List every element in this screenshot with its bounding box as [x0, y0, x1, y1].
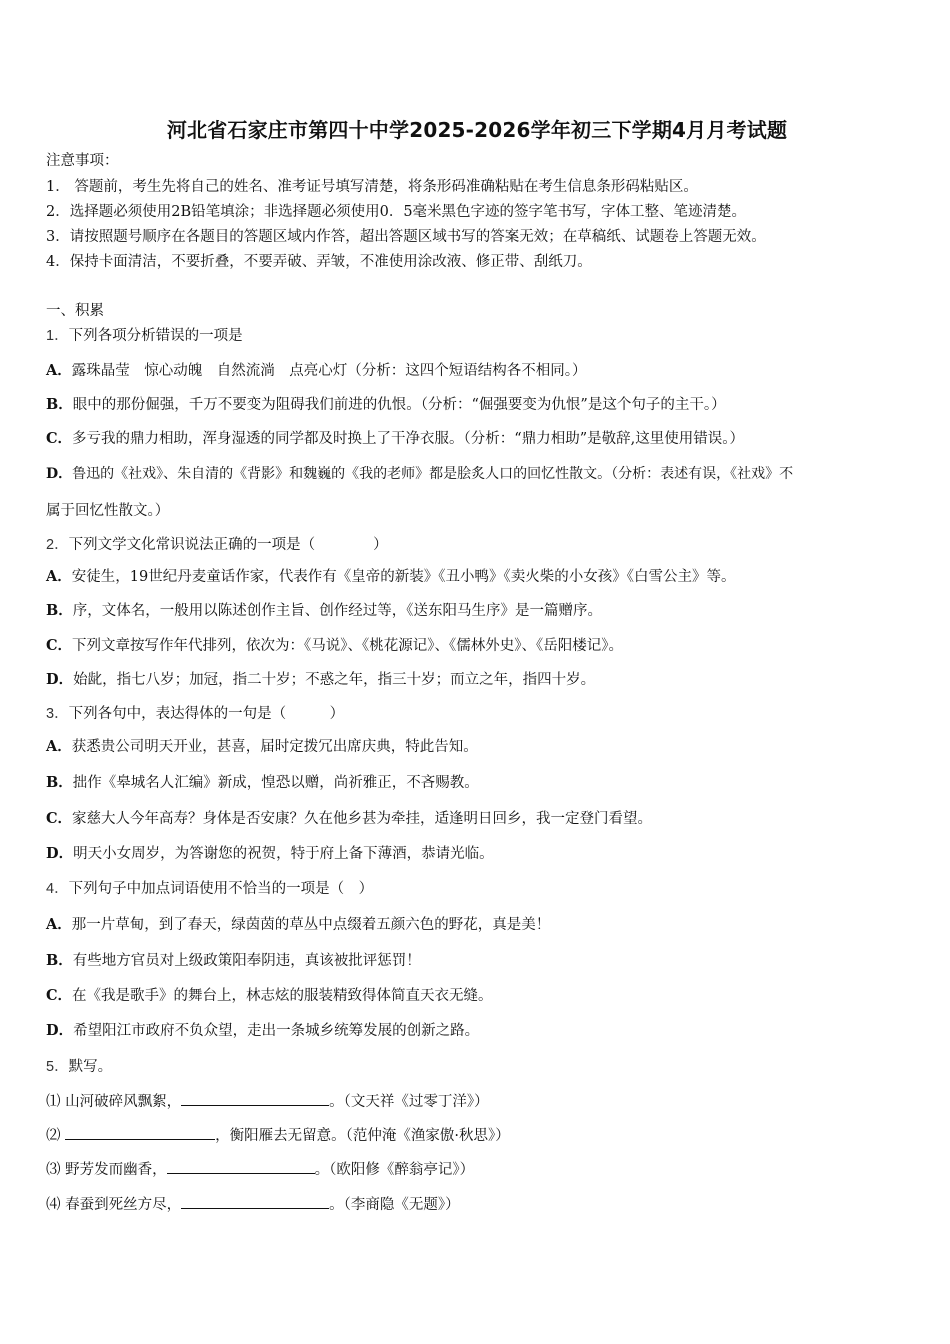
option-label: A．	[46, 568, 72, 585]
option	[46, 395, 726, 415]
fill-before: 春蚕到死丝方尽，	[65, 1197, 182, 1213]
option-text: 家慈大人今年高寿？身体是否安康？久在他乡甚为牵挂，适逢明日回乡，我一定登门看望。	[72, 811, 653, 827]
option	[46, 636, 623, 656]
option-text: 眼中的那份倔强，千万不要变为阻碍我们前进的仇恨。（分析：“倔强要变为仇恨”是这个句子的主干。）	[72, 397, 726, 413]
option	[46, 951, 421, 971]
question-stem	[46, 1057, 112, 1077]
question-number: 4．	[46, 881, 69, 897]
question-number: 3．	[46, 706, 69, 722]
option	[46, 809, 652, 829]
option-label: D．	[46, 1022, 74, 1039]
option	[46, 464, 793, 484]
option-text: 那一片草甸，到了春天，绿茵茵的草丛中点缀着五颜六色的野花，真是美！	[71, 917, 551, 933]
fill-before: 山河破碎风飘絮，	[65, 1094, 182, 1110]
notice-heading: 注意事项：	[46, 153, 119, 169]
option	[46, 1021, 479, 1041]
fill-label: ⑶	[46, 1162, 61, 1178]
question-text: 下列各句中，表达得体的一句是（ ）	[68, 706, 345, 722]
option-text: 鲁迅的《社戏》、朱自清的《背影》和魏巍的《我的老师》都是脍炙人口的回忆性散文。（分析：表述有误，《社戏》不	[72, 466, 794, 482]
option-text: 露珠晶莹 惊心动魄 自然流淌 点亮心灯（分析：这四个短语结构各不相同。）	[71, 363, 587, 379]
option-label: B．	[46, 952, 73, 969]
fill-after: 。（李商隐《无题》）	[329, 1197, 460, 1213]
option-text: 获悉贵公司明天开业，甚喜，届时定拨冗出席庆典，特此告知。	[71, 739, 478, 755]
section-heading: 一、积累	[46, 303, 104, 319]
question-number: 2．	[46, 537, 69, 553]
option-continuation: 属于回忆性散文。）	[46, 503, 170, 519]
fill-label: ⑵	[46, 1128, 61, 1144]
fill-item	[46, 1194, 460, 1215]
option-label: C．	[46, 987, 73, 1004]
question-number: 1．	[46, 328, 69, 344]
option-text: 下列文章按写作年代排列，依次为：《马说》、《桃花源记》、《儒林外史》、《岳阳楼记》。	[72, 638, 624, 654]
option-label: B．	[46, 396, 73, 413]
option-label: C．	[46, 637, 73, 654]
option-text: 安徒生，19世纪丹麦童话作家，代表作有《皇帝的新装》《丑小鸭》《卖火柴的小女孩》《白雪公主》等。	[71, 569, 736, 585]
option	[46, 915, 550, 935]
option-label: D．	[46, 671, 74, 688]
fill-label: ⑴	[46, 1094, 61, 1110]
fill-item	[46, 1159, 474, 1180]
fill-after: ，衡阳雁去无留意。（范仲淹《渔家傲·秋思》）	[215, 1128, 510, 1144]
answer-blank[interactable]	[65, 1125, 215, 1140]
question-stem	[46, 879, 373, 899]
question-text: 下列句子中加点词语使用不恰当的一项是（ ）	[68, 881, 374, 897]
option	[46, 844, 494, 864]
option-label: B．	[46, 774, 73, 791]
option-label: A．	[46, 916, 72, 933]
option	[46, 601, 602, 621]
option-text: 有些地方官员对上级政策阳奉阴违，真该被批评惩罚！	[72, 953, 421, 969]
fill-item	[46, 1125, 510, 1146]
option-label: A．	[46, 738, 72, 755]
option	[46, 567, 735, 587]
answer-blank[interactable]	[181, 1091, 329, 1106]
option	[46, 670, 595, 690]
option	[46, 361, 587, 381]
option-label: C．	[46, 810, 73, 827]
option-text: 始龀，指七八岁；加冠，指二十岁；不惑之年，指三十岁；而立之年，指四十岁。	[73, 672, 596, 688]
option-text: 序，文体名，一般用以陈述创作主旨、创作经过等，《送东阳马生序》是一篇赠序。	[72, 603, 603, 619]
notice-item: 4．保持卡面清洁，不要折叠，不要弄破、弄皱，不准使用涂改液、修正带、刮纸刀。	[46, 254, 592, 270]
notice-item: 2．选择题必须使用2B铅笔填涂；非选择题必须使用0．5毫米黑色字迹的签字笔书写，字体工整、笔迹清楚。	[46, 204, 747, 220]
option-label: D．	[46, 845, 74, 862]
fill-label: ⑷	[46, 1197, 61, 1213]
option-text: 希望阳江市政府不负众望，走出一条城乡统筹发展的创新之路。	[73, 1023, 480, 1039]
option	[46, 986, 493, 1006]
question-text: 下列各项分析错误的一项是	[68, 328, 243, 344]
page-title: 河北省石家庄市第四十中学2025-2026学年初三下学期4月月考试题	[166, 118, 788, 142]
fill-after: 。（文天祥《过零丁洋》）	[329, 1094, 489, 1110]
option-label: B．	[46, 602, 73, 619]
notice-item: 1． 答题前，考生先将自己的姓名、准考证号填写清楚，将条形码准确粘贴在考生信息条形码粘贴区。	[46, 179, 698, 195]
question-number: 5．	[46, 1059, 69, 1075]
option-text: 明天小女周岁，为答谢您的祝贺，特于府上备下薄酒，恭请光临。	[73, 846, 494, 862]
fill-after: 。（欧阳修《醉翁亭记》）	[314, 1162, 475, 1178]
option-text: 多亏我的鼎力相助，浑身湿透的同学都及时换上了干净衣服。（分析：“鼎力相助”是敬辞,这里使用错误。）	[72, 431, 744, 447]
answer-blank[interactable]	[167, 1159, 315, 1174]
option-label: A．	[46, 362, 72, 379]
option	[46, 773, 479, 793]
option-label: C．	[46, 430, 73, 447]
question-stem	[46, 326, 243, 346]
option-text: 在《我是歌手》的舞台上，林志炫的服装精致得体简直天衣无缝。	[72, 988, 493, 1004]
option	[46, 429, 744, 449]
fill-before: 野芳发而幽香，	[65, 1162, 167, 1178]
notice-item: 3．请按照题号顺序在各题目的答题区域内作答，超出答题区域书写的答案无效；在草稿纸、试题卷上答题无效。	[46, 229, 766, 245]
option-text: 拙作《皋城名人汇编》新成，惶恐以赠，尚祈雅正，不吝赐教。	[72, 775, 479, 791]
question-text: 默写。	[68, 1059, 113, 1075]
option	[46, 737, 478, 757]
option-label: D．	[46, 466, 73, 482]
question-stem	[46, 535, 388, 555]
fill-item	[46, 1091, 489, 1112]
answer-blank[interactable]	[181, 1194, 329, 1209]
question-text: 下列文学文化常识说法正确的一项是（ ）	[68, 537, 388, 553]
question-stem	[46, 704, 344, 724]
